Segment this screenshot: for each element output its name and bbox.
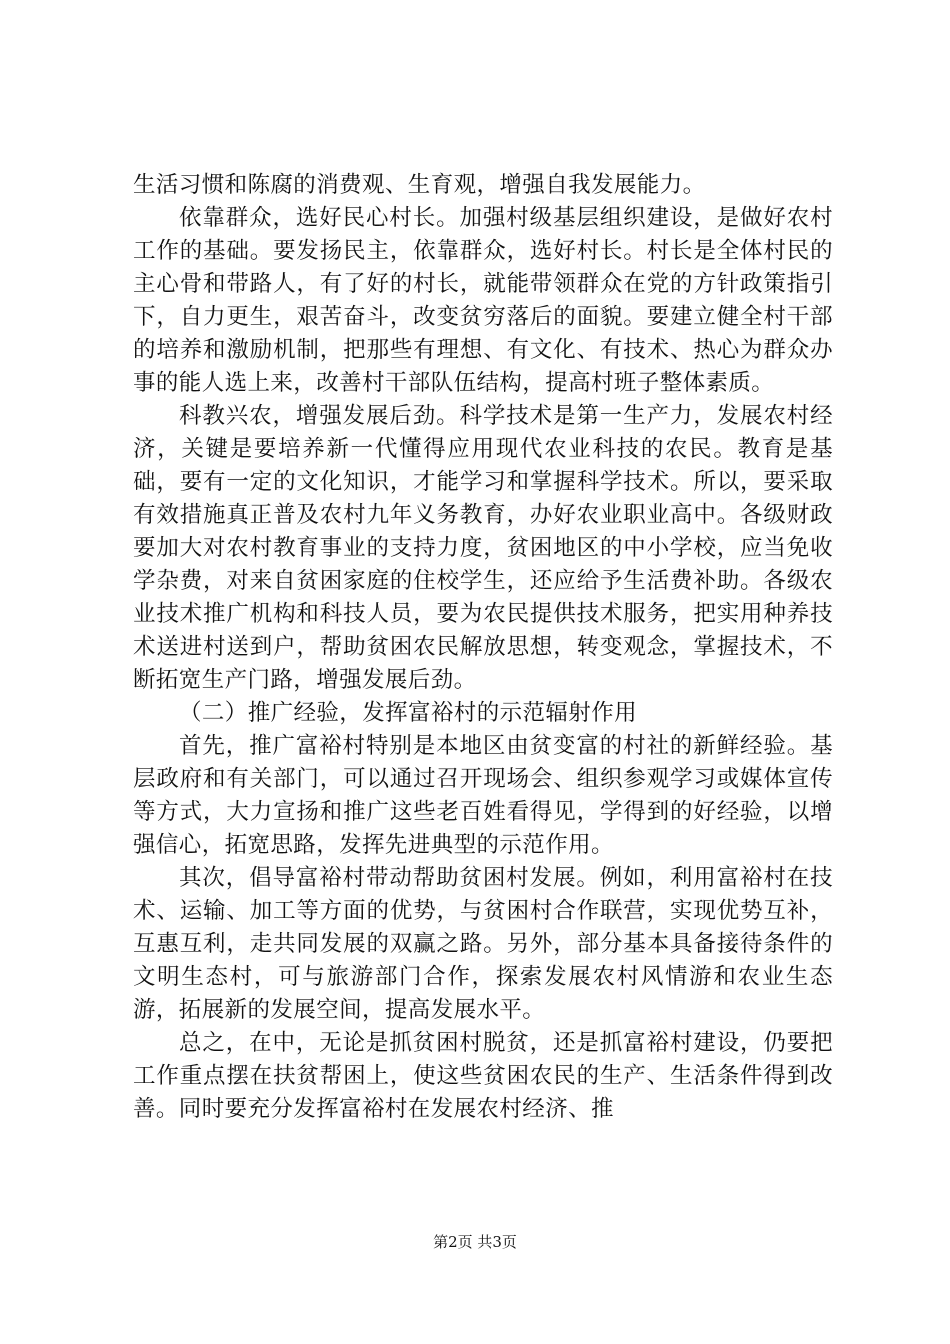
- paragraph-4: 首先，推广富裕村特别是本地区由贫变富的村社的新鲜经验。基层政府和有关部门，可以通过召开现场会、组织参观学习或媒体宣传等方式，大力宣扬和推广这些老百姓看得见，学得到的好经验，以增强信心，拓宽思路，发挥先进典型的示范作用。: [133, 733, 833, 858]
- page-footer: 第2页 共3页: [433, 1233, 517, 1251]
- section-heading: （二）推广经验，发挥富裕村的示范辐射作用: [179, 700, 638, 726]
- document-body: [133, 169, 833, 1126]
- paragraph-3: 科教兴农，增强发展后劲。科学技术是第一生产力，发展农村经济，关键是要培养新一代懂得应用现代农业科技的农民。教育是基础，要有一定的文化知识，才能学习和掌握科学技术。所以，要采取有效措施真正普及农村九年义务教育，办好农业职业高中。各级财政要加大对农村教育事业的支持力度，贫困地区的中小学校，应当免收学杂费，对来自贫困家庭的住校学生，还应给予生活费补助。各级农业技术推广机构和科技人员，要为农民提供技术服务，把实用种养技术送进村送到户，帮助贫困农民解放思想，转变观念，掌握技术，不断拓宽生产门路，增强发展后劲。: [133, 403, 833, 693]
- paragraph-6: 总之，在中，无论是抓贫困村脱贫，还是抓富裕村建设，仍要把工作重点摆在扶贫帮困上，使这些贫困农民的生产、生活条件得到改善。同时要充分发挥富裕村在发展农村经济、推: [133, 1030, 833, 1122]
- paragraph-5: 其次，倡导富裕村带动帮助贫困村发展。例如，利用富裕村在技术、运输、加工等方面的优势，与贫困村合作联营，实现优势互补，互惠互利，走共同发展的双赢之路。另外，部分基本具备接待条件的文明生态村，可与旅游部门合作，探索发展农村风情游和农业生态游，拓展新的发展空间，提高发展水平。: [133, 865, 833, 1023]
- paragraph-2: 依靠群众，选好民心村长。加强村级基层组织建设，是做好农村工作的基础。要发扬民主，依靠群众，选好村长。村长是全体村民的主心骨和带路人，有了好的村长，就能带领群众在党的方针政策指引下，自力更生，艰苦奋斗，改变贫穷落后的面貌。要建立健全村干部的培养和激励机制，把那些有理想、有文化、有技术、热心为群众办事的能人选上来，改善村干部队伍结构，提高村班子整体素质。: [133, 205, 833, 396]
- paragraph-1: 生活习惯和陈腐的消费观、生育观，增强自我发展能力。: [133, 172, 706, 198]
